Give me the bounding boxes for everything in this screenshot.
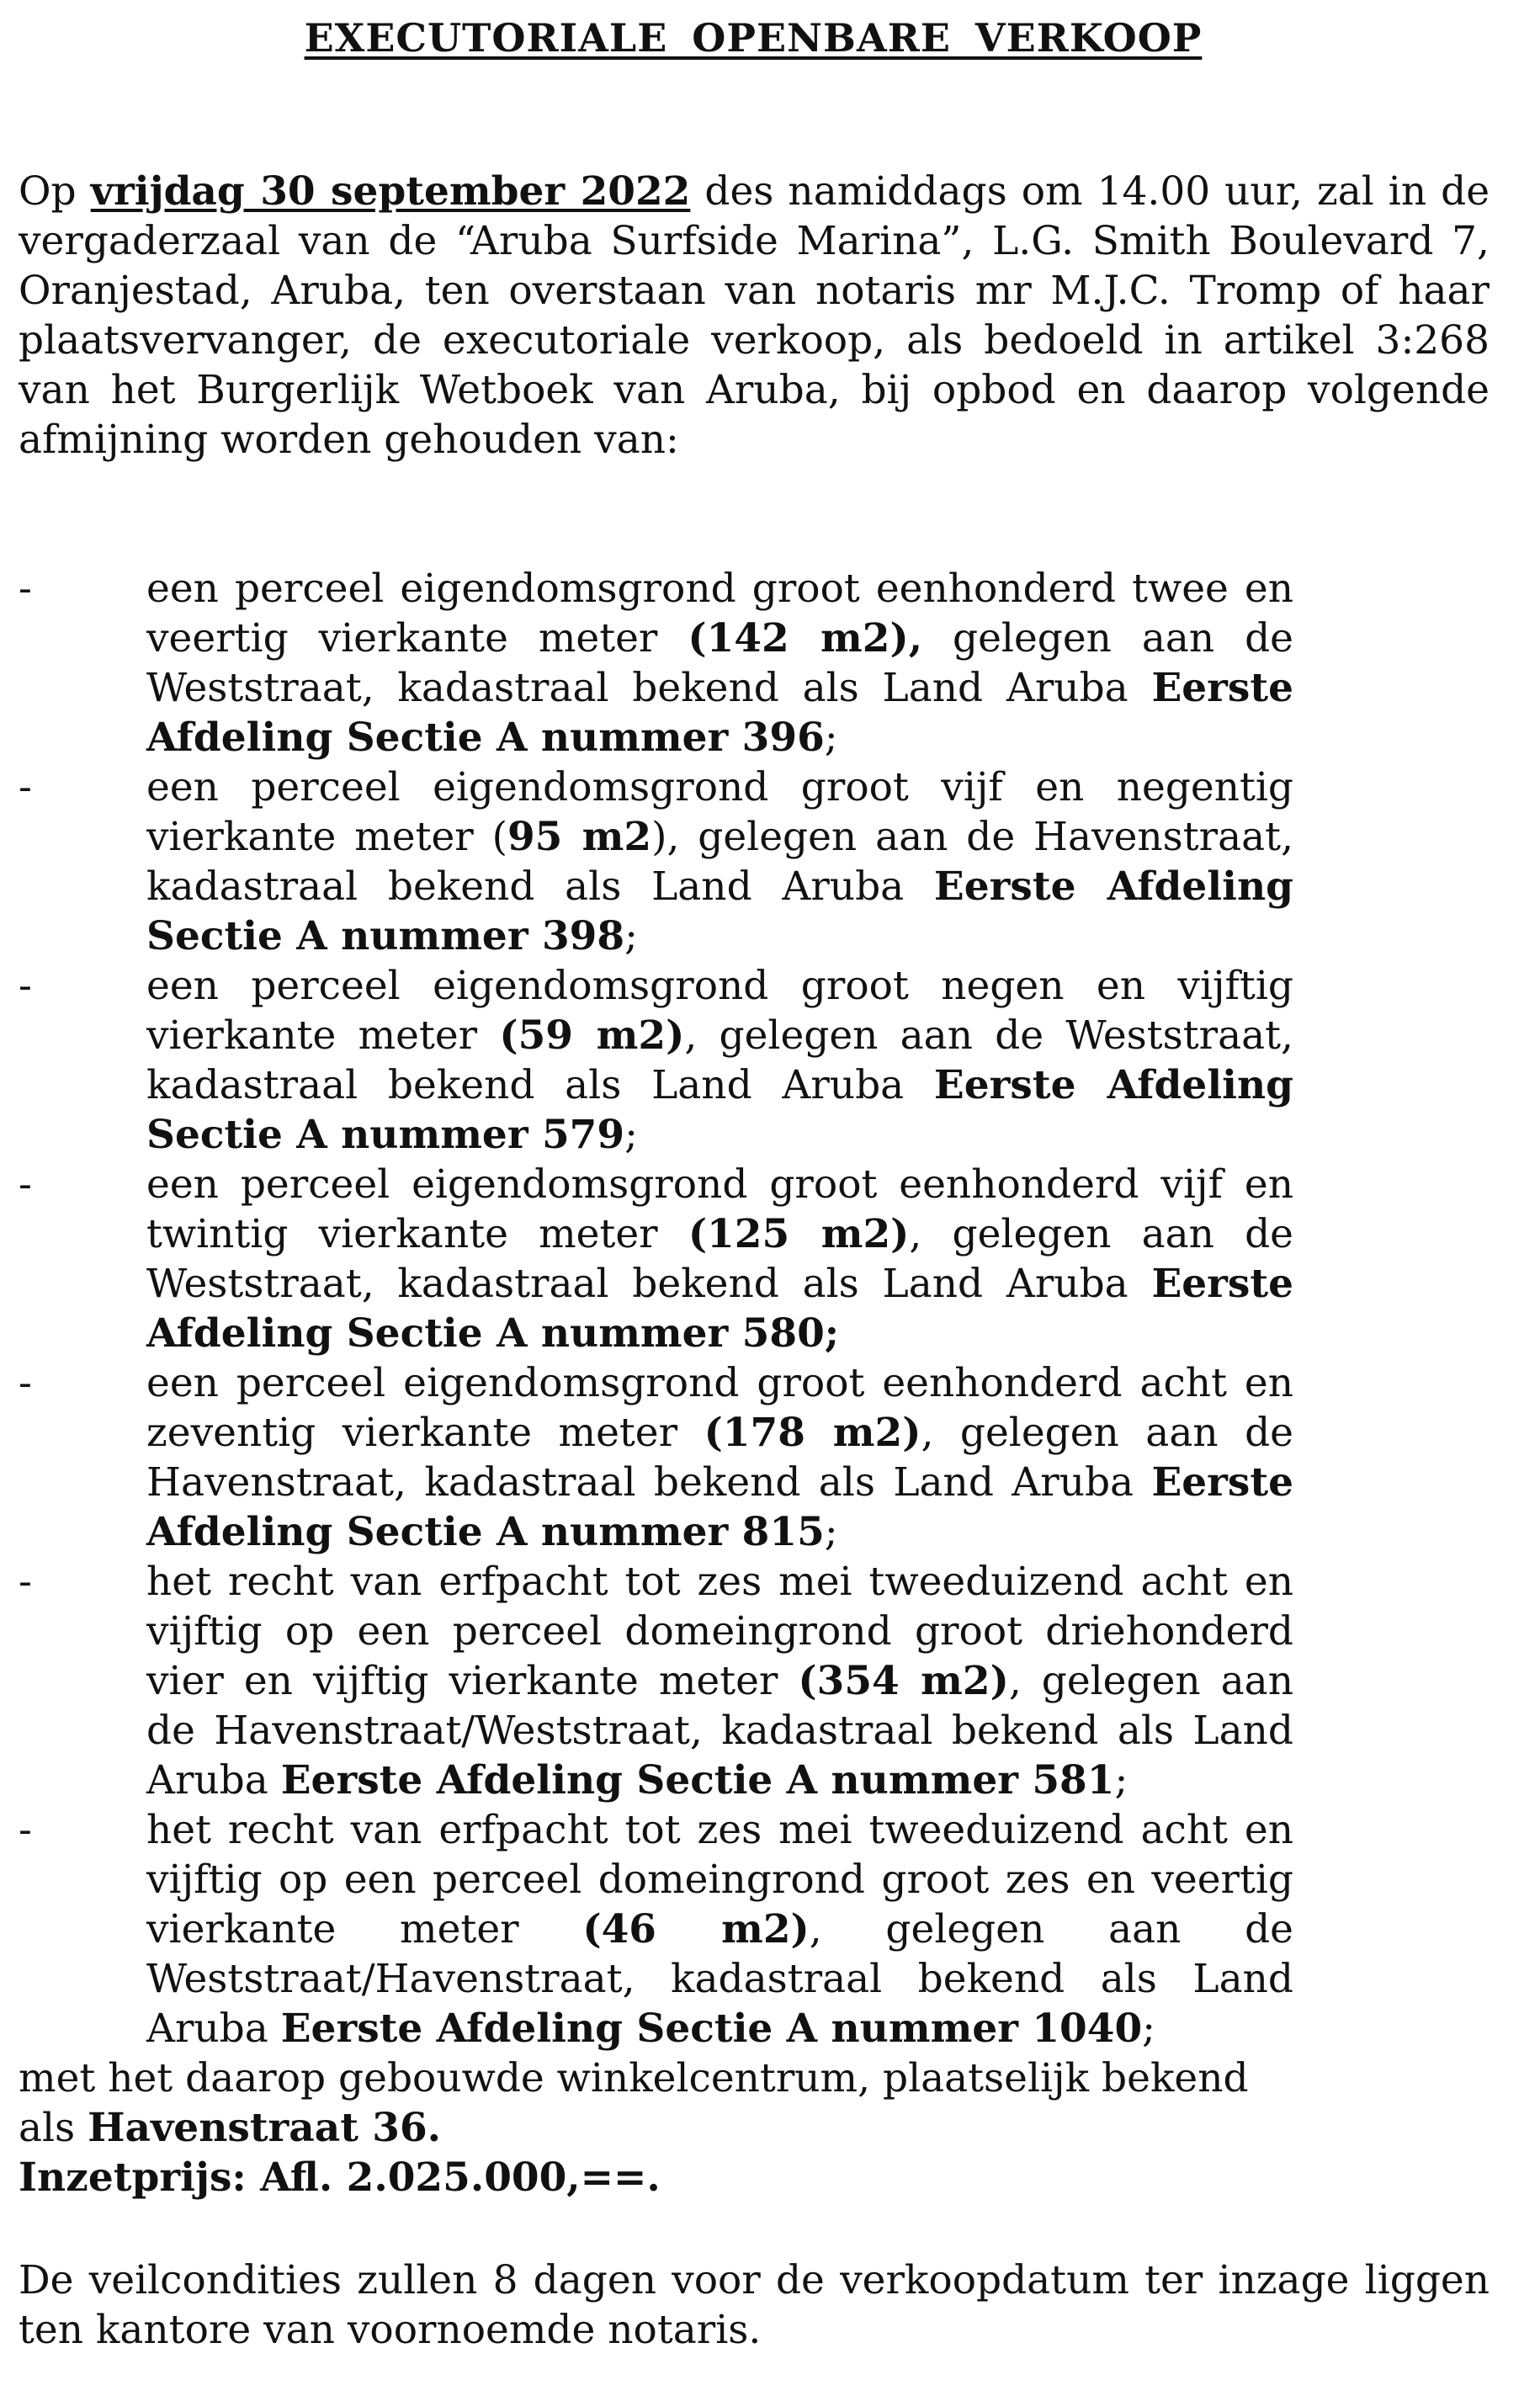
item-parcel: Eerste Afdeling Sectie A nummer 580; [146,1261,1293,1357]
item-end: ; [624,1112,638,1158]
item-area: (178 m2) [704,1410,921,1456]
intro-paragraph [19,167,1490,465]
item-parcel: Eerste Afdeling Sectie A nummer 398 [146,863,1293,959]
starting-price: Inzetprijs: Afl. 2.025.000,==. [19,2154,661,2201]
item-text: ), gelegen aan de Havenstraat, kadastraal bekend als Land Aruba [146,814,1294,910]
item-text: een perceel eigendomsgrond groot negen en vijftig vierkante meter [146,963,1293,1059]
list-item [19,564,1293,762]
auction-date: vrijdag 30 september 2022 [90,168,691,215]
list-dash: - [19,963,32,1009]
item-end: ; [1142,2006,1155,2052]
property-address: Havenstraat 36. [88,2105,442,2151]
item-area: (142 m2), [688,615,923,661]
item-text: een perceel eigendomsgrond groot eenhonderd twee en veertig vierkante meter [146,566,1293,661]
list-dash: - [19,566,32,612]
item-end: ; [624,913,638,959]
list-dash: - [19,1161,32,1208]
item-text: een perceel eigendomsgrond groot eenhonderd vijf en twintig vierkante meter [146,1161,1293,1257]
item-area: (59 m2) [499,1012,685,1059]
list-dash: - [19,1559,32,1605]
list-item [19,961,1293,1160]
list-item [19,1160,1293,1358]
list-dash: - [19,764,32,810]
item-parcel: Eerste Afdeling Sectie A nummer 1040 [280,2006,1143,2052]
list-dash: - [19,1807,32,1853]
item-area: 95 m2 [507,814,652,860]
item-text: gelegen aan de Weststraat, kadastraal bekend als Land Aruba [146,615,1293,711]
item-text: , gelegen aan de Weststraat/Havenstraat, kadastraal bekend als Land Aruba [146,1906,1293,2052]
item-text: , gelegen aan de Havenstraat, kadastraal bekend als Land Aruba [146,1410,1293,1506]
intro-prefix: Op [19,168,91,215]
parcel-list [19,564,1293,2053]
item-end: ; [1114,1757,1128,1804]
item-parcel: Eerste Afdeling Sectie A nummer 579 [146,1062,1293,1158]
item-text: het recht van erfpacht tot zes mei tweeduizend acht en vijftig op een perceel domeingrond groot zes en veertig vierkante meter [146,1807,1293,1952]
item-text: het recht van erfpacht tot zes mei tweeduizend acht en vijftig op een perceel domeingrond groot driehonderd vier en vijftig vierkante meter [146,1559,1293,1704]
intro-text: des namiddags om 14.00 uur, zal in de vergaderzaal van de “Aruba Surfside Marina”, L.G. Smith Boulevard 7, Oranjestad, Aruba, ten overstaan van notaris mr M.J.C. Tromp of haar plaatsvervanger, de executoriale verkoop, als bedoeld in artikel 3:268 van het Burgerlijk Wetboek van Aruba, bij opbod en daarop volgende afmijning worden gehouden van: [19,168,1490,463]
closing-paragraph [19,2053,1293,2153]
item-parcel: Eerste Afdeling Sectie A nummer 815 [146,1459,1293,1555]
item-text: een perceel eigendomsgrond groot vijf en negentig vierkante meter ( [146,764,1293,860]
item-area: (354 m2) [798,1658,1009,1704]
list-item [19,1805,1293,2053]
item-text: een perceel eigendomsgrond groot eenhonderd acht en zeventig vierkante meter [146,1360,1293,1456]
item-end: ; [824,715,838,761]
item-area: (125 m2) [688,1211,910,1257]
item-text: , gelegen aan de Havenstraat/Weststraat, kadastraal bekend als Land Aruba [146,1658,1293,1804]
item-parcel: Eerste Afdeling Sectie A nummer 396 [146,665,1293,761]
footer-paragraph: De veilcondities zullen 8 dagen voor de verkoopdatum ter inzage liggen ten kantore van voornoemde notaris. [19,2257,1490,2353]
notice-title: EXECUTORIALE OPENBARE VERKOOP [304,15,1203,61]
item-parcel: Eerste Afdeling Sectie A nummer 581 [280,1757,1115,1804]
item-text: , gelegen aan de Weststraat, kadastraal bekend als Land Aruba [146,1012,1293,1108]
item-end: ; [824,1509,838,1555]
item-text: , gelegen aan de Weststraat, kadastraal bekend als Land Aruba [146,1211,1293,1307]
closing-text: met het daarop gebouwde winkelcentrum, plaatselijk bekend als [19,2055,1249,2151]
list-item [19,1557,1293,1805]
list-item [19,762,1293,961]
item-area: (46 m2) [582,1906,810,1952]
list-dash: - [19,1360,32,1406]
list-item [19,1358,1293,1557]
